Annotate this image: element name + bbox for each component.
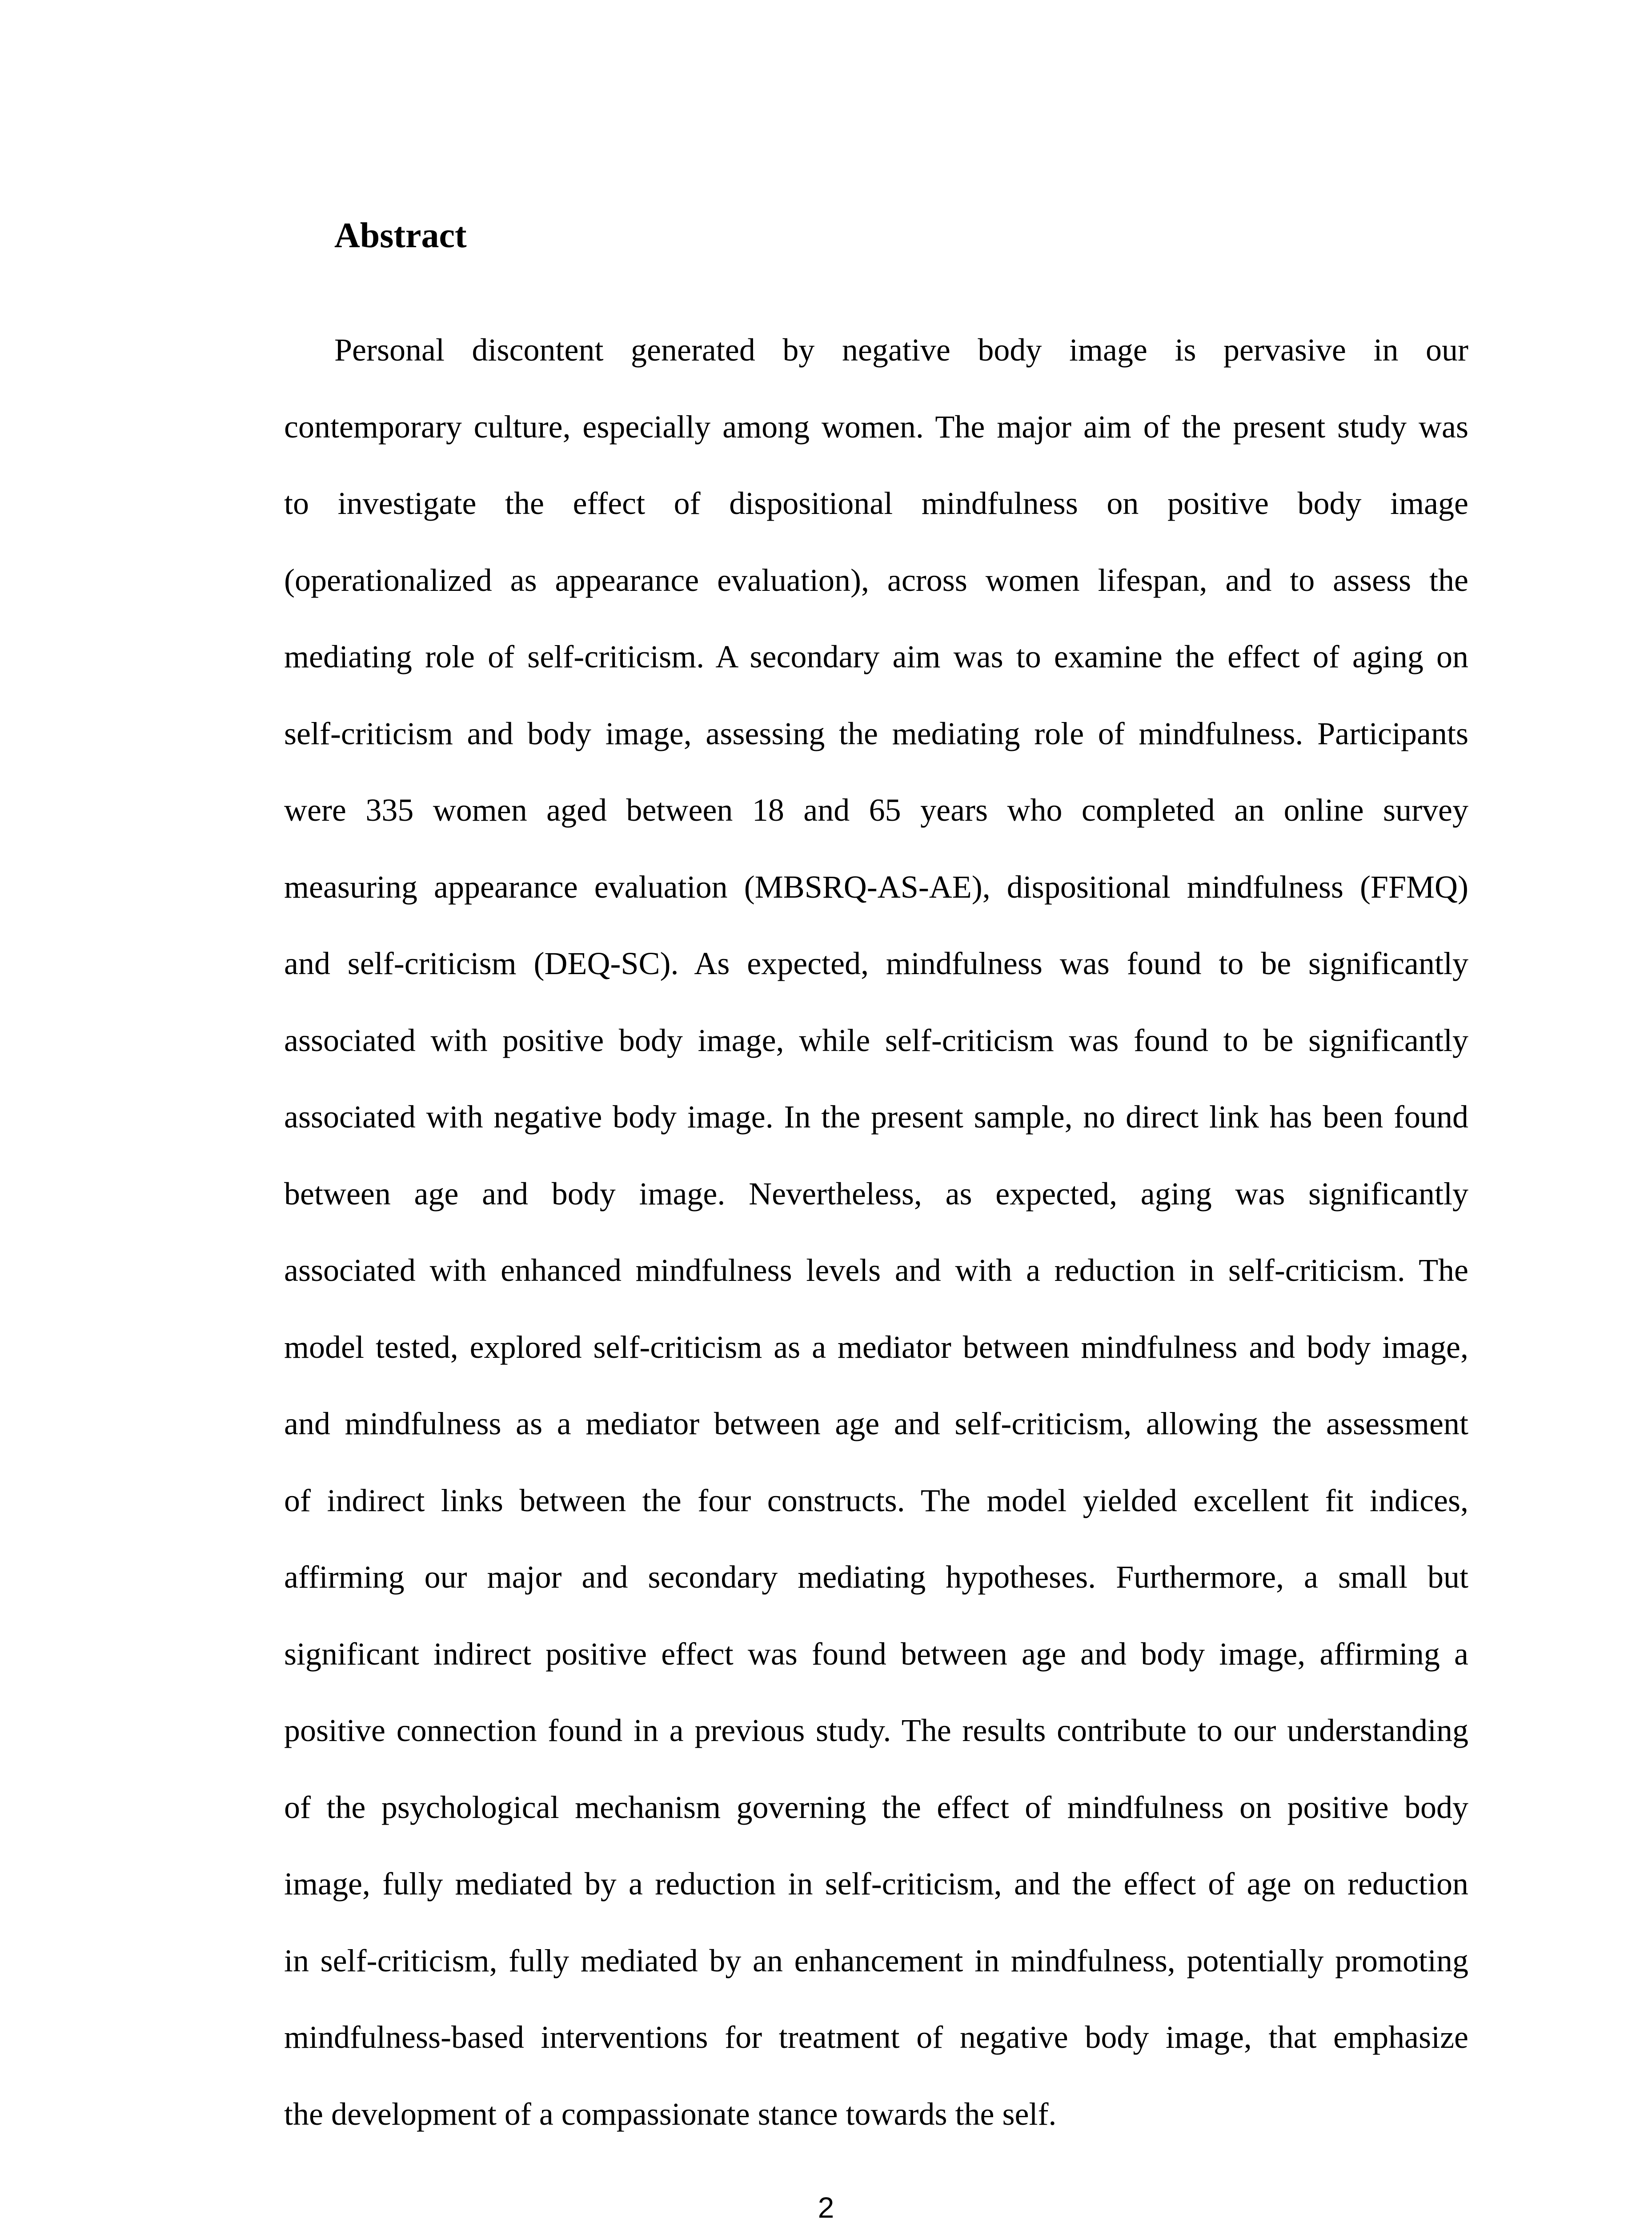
paragraph-line-11: associated with negative body image. In the present sample, no direct link has been found <box>284 1099 1468 1135</box>
paragraph-line-20: of the psychological mechanism governing the effect of mindfulness on positive body <box>284 1789 1468 1825</box>
paragraph-line-3: to investigate the effect of dispositional mindfulness on positive body image <box>284 486 1468 521</box>
page-number: 2 <box>818 2191 834 2223</box>
paragraph-line-7: were 335 women aged between 18 and 65 years who completed an online survey <box>284 792 1468 828</box>
paragraph-line-13: associated with enhanced mindfulness levels and with a reduction in self-criticism. The <box>284 1252 1468 1288</box>
paragraph-line-18: significant indirect positive effect was found between age and body image, affirming a <box>284 1636 1468 1672</box>
paragraph-line-24: the development of a compassionate stance towards the self. <box>284 2096 1057 2132</box>
paragraph-line-2: contemporary culture, especially among women. The major aim of the present study was <box>284 409 1468 445</box>
paragraph-line-23: mindfulness-based interventions for treatment of negative body image, that emphasize <box>284 2019 1468 2055</box>
paragraph-line-4: (operationalized as appearance evaluation), across women lifespan, and to assess the <box>284 562 1468 598</box>
paragraph-line-9: and self-criticism (DEQ-SC). As expected, mindfulness was found to be significantly <box>284 946 1468 981</box>
paragraph-line-17: affirming our major and secondary mediating hypotheses. Furthermore, a small but <box>284 1559 1468 1595</box>
paragraph-line-16: of indirect links between the four constructs. The model yielded excellent fit indices, <box>284 1482 1468 1518</box>
paragraph-line-10: associated with positive body image, while self-criticism was found to be significantly <box>284 1022 1468 1058</box>
paragraph-line-12: between age and body image. Nevertheless, as expected, aging was significantly <box>284 1176 1468 1212</box>
paragraph-line-22: in self-criticism, fully mediated by an enhancement in mindfulness, potentially promoting <box>284 1942 1468 1978</box>
paragraph-line-19: positive connection found in a previous study. The results contribute to our understanding <box>284 1713 1468 1748</box>
paragraph-line-8: measuring appearance evaluation (MBSRQ-AS-AE), dispositional mindfulness (FFMQ) <box>284 869 1468 905</box>
paragraph-line-21: image, fully mediated by a reduction in self-criticism, and the effect of age on reduction <box>284 1866 1468 1902</box>
abstract-heading: Abstract <box>334 216 467 255</box>
abstract-paragraph <box>284 330 1468 2171</box>
paragraph-line-6: self-criticism and body image, assessing the mediating role of mindfulness. Participants <box>284 715 1468 751</box>
paragraph-line-5: mediating role of self-criticism. A secondary aim was to examine the effect of aging on <box>284 639 1468 674</box>
paragraph-line-15: and mindfulness as a mediator between age and self-criticism, allowing the assessment <box>284 1406 1468 1441</box>
paragraph-line-14: model tested, explored self-criticism as a mediator between mindfulness and body image, <box>284 1329 1468 1365</box>
paragraph-line-1: Personal discontent generated by negative body image is pervasive in our <box>334 332 1468 368</box>
